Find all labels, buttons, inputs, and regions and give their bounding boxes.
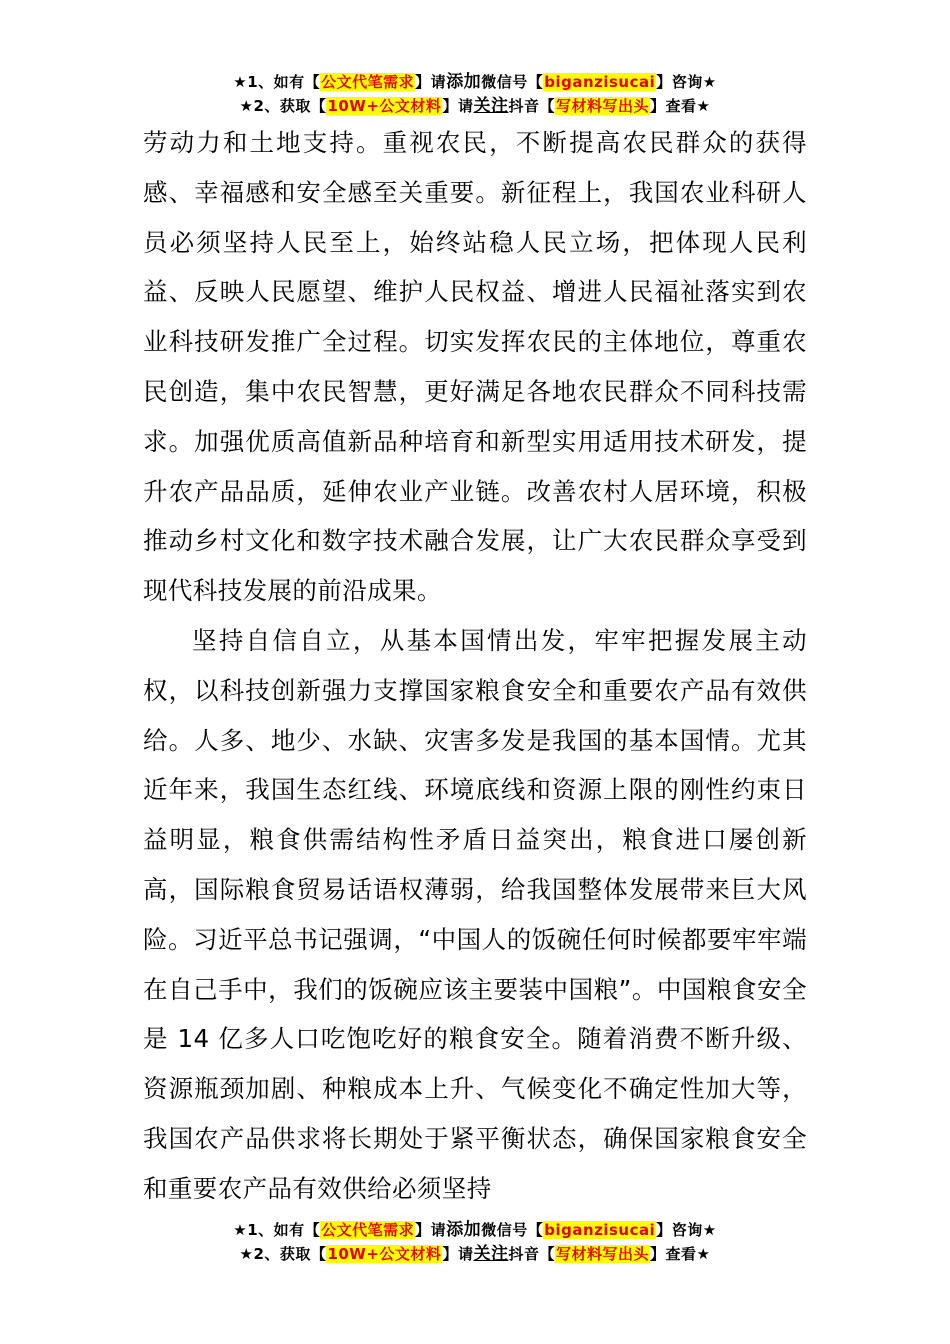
highlight-materials: 10W+公文材料 — [327, 1245, 442, 1263]
banner-text: 微信号【 — [481, 73, 544, 91]
header-banner-line1 — [0, 70, 950, 94]
banner-text: 】请 — [442, 1245, 474, 1263]
highlight-service: 公文代笔需求 — [321, 1221, 415, 1239]
banner-text: ★2、获取【 — [239, 1245, 327, 1263]
footer-banner — [0, 1218, 950, 1266]
highlight-service: 公文代笔需求 — [321, 73, 415, 91]
strong-word: 添加 — [446, 1220, 482, 1240]
highlight-wechat-id: biganzisucai — [544, 73, 656, 91]
banner-text: ★1、如有【 — [233, 73, 321, 91]
strong-word: 添加 — [446, 72, 482, 92]
highlight-wechat-id: biganzisucai — [544, 1221, 656, 1239]
footer-banner-line2 — [0, 1242, 950, 1266]
strong-word: 关注 — [473, 96, 509, 116]
banner-text: ★2、获取【 — [239, 97, 327, 115]
highlight-materials: 10W+公文材料 — [327, 97, 442, 115]
document-body — [143, 118, 807, 1214]
banner-text: 微信号【 — [481, 1221, 544, 1239]
highlight-douyin-account: 写材料写出头 — [555, 97, 649, 115]
banner-text: ★1、如有【 — [233, 1221, 321, 1239]
highlight-douyin-account: 写材料写出头 — [555, 1245, 649, 1263]
banner-text: 】咨询★ — [656, 73, 717, 91]
banner-text: 】咨询★ — [656, 1221, 717, 1239]
paragraph: 坚持自信自立，从基本国情出发，牢牢把握发展主动权，以科技创新强力支撑国家粮食安全和重要农产品有效供给。人多、地少、水缺、灾害多发是我国的基本国情。尤其近年来，我国生态红线、环境底线和资源上限的刚性约束日益明显，粮食供需结构性矛盾日益突出，粮食进口屡创新高，国际粮食贸易话语权薄弱，给我国整体发展带来巨大风险。习近平总书记强调，“中国人的饭碗任何时候都要牢牢端在自己手中，我们的饭碗应该主要装中国粮”。中国粮食安全是 14 亿多人口吃饱吃好的粮食安全。随着消费不断升级、资源瓶颈加剧、种粮成本上升、气候变化不确定性加大等，我国农产品供求将长期处于紧平衡状态，确保国家粮食安全和重要农产品有效供给必须坚持 — [143, 625, 807, 1203]
header-banner — [0, 70, 950, 118]
paragraph-continuation: 劳动力和土地支持。重视农民，不断提高农民群众的获得感、幸福感和安全感至关重要。新征程上，我国农业科研人员必须坚持人民至上，始终站稳人民立场，把体现人民利益、反映人民愿望、维护人民权益、增进人民福祉落实到农业科技研发推广全过程。切实发挥农民的主体地位，尊重农民创造，集中农民智慧，更好满足各地农民群众不同科技需求。加强优质高值新品种培育和新型实用适用技术研发，提升农产品品质，延伸农业产业链。改善农村人居环境，积极推动乡村文化和数字技术融合发展，让广大农民群众享受到现代科技发展的前沿成果。 — [143, 128, 807, 606]
strong-word: 关注 — [473, 1244, 509, 1264]
banner-text: 】请 — [415, 73, 447, 91]
banner-text: 抖音【 — [508, 97, 555, 115]
banner-text: 】请 — [442, 97, 474, 115]
banner-text: 】查看★ — [649, 1245, 711, 1263]
header-banner-line2 — [0, 94, 950, 118]
banner-text: 】查看★ — [649, 97, 711, 115]
footer-banner-line1 — [0, 1218, 950, 1242]
banner-text: 】请 — [415, 1221, 447, 1239]
banner-text: 抖音【 — [508, 1245, 555, 1263]
